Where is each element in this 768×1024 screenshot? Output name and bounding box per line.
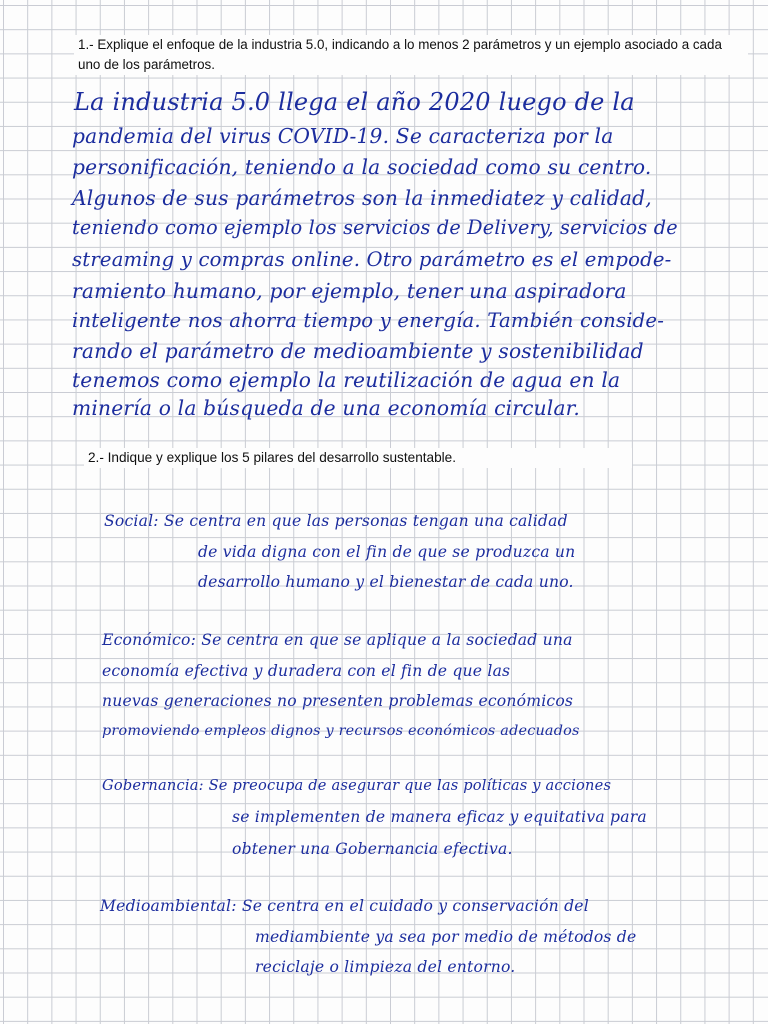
answer-1-line: La industria 5.0 llega el año 2020 luego de la: [74, 88, 635, 116]
answer-1-line: teniendo como ejemplo los servicios de Delivery, servicios de: [72, 216, 678, 239]
answer-1-line: inteligente nos ahorra tiempo y energía. También conside-: [72, 309, 665, 332]
pillar-social-line: desarrollo humano y el bienestar de cada uno.: [198, 573, 574, 591]
answer-1-line: ramiento humano, por ejemplo, tener una aspiradora: [72, 279, 627, 303]
pillar-medioambiental-line: Medioambiental: Se centra en el cuidado y conservación del: [100, 897, 589, 915]
answer-1-line: tenemos como ejemplo la reutilización de agua en la: [72, 368, 621, 392]
pillar-economico-line: Económico: Se centra en que se aplique a la sociedad una: [102, 631, 573, 649]
pillar-medioambiental-line: mediambiente ya sea por medio de métodos de: [255, 928, 637, 946]
pillar-social-line: de vida digna con el fin de que se produzca un: [198, 543, 576, 561]
pillar-gobernancia-line: Gobernancia: Se preocupa de asegurar que las políticas y acciones: [102, 777, 612, 794]
answer-1-line: Algunos de sus parámetros son la inmediatez y calidad,: [72, 186, 652, 210]
pillar-economico-line: economía efectiva y duradera con el fin de que las: [102, 662, 511, 680]
question-2-text: 2.- Indique y explique los 5 pilares del desarrollo sustentable.: [84, 448, 632, 468]
question-1-text: 1.- Explique el enfoque de la industria 5.0, indicando a lo menos 2 parámetros y un ejemplo asociado a cada uno de los parámetros.: [74, 35, 748, 75]
pillar-social-line: Social: Se centra en que las personas tengan una calidad: [104, 512, 568, 530]
pillar-medioambiental-line: reciclaje o limpieza del entorno.: [255, 958, 516, 976]
answer-1-line: minería o la búsqueda de una economía circular.: [72, 396, 580, 420]
pillar-gobernancia-line: obtener una Gobernancia efectiva.: [232, 840, 513, 858]
pillar-economico-line: promoviendo empleos dignos y recursos económicos adecuados: [102, 723, 580, 739]
answer-1-line: rando el parámetro de medioambiente y sostenibilidad: [72, 339, 644, 363]
answer-1-line: pandemia del virus COVID-19. Se caracteriza por la: [72, 124, 614, 148]
answer-1-line: streaming y compras online. Otro parámetro es el empode-: [72, 248, 672, 271]
answer-1-line: personificación, teniendo a la sociedad como su centro.: [72, 155, 652, 179]
pillar-economico-line: nuevas generaciones no presenten problemas económicos: [102, 692, 574, 710]
pillar-gobernancia-line: se implementen de manera eficaz y equitativa para: [232, 808, 647, 826]
